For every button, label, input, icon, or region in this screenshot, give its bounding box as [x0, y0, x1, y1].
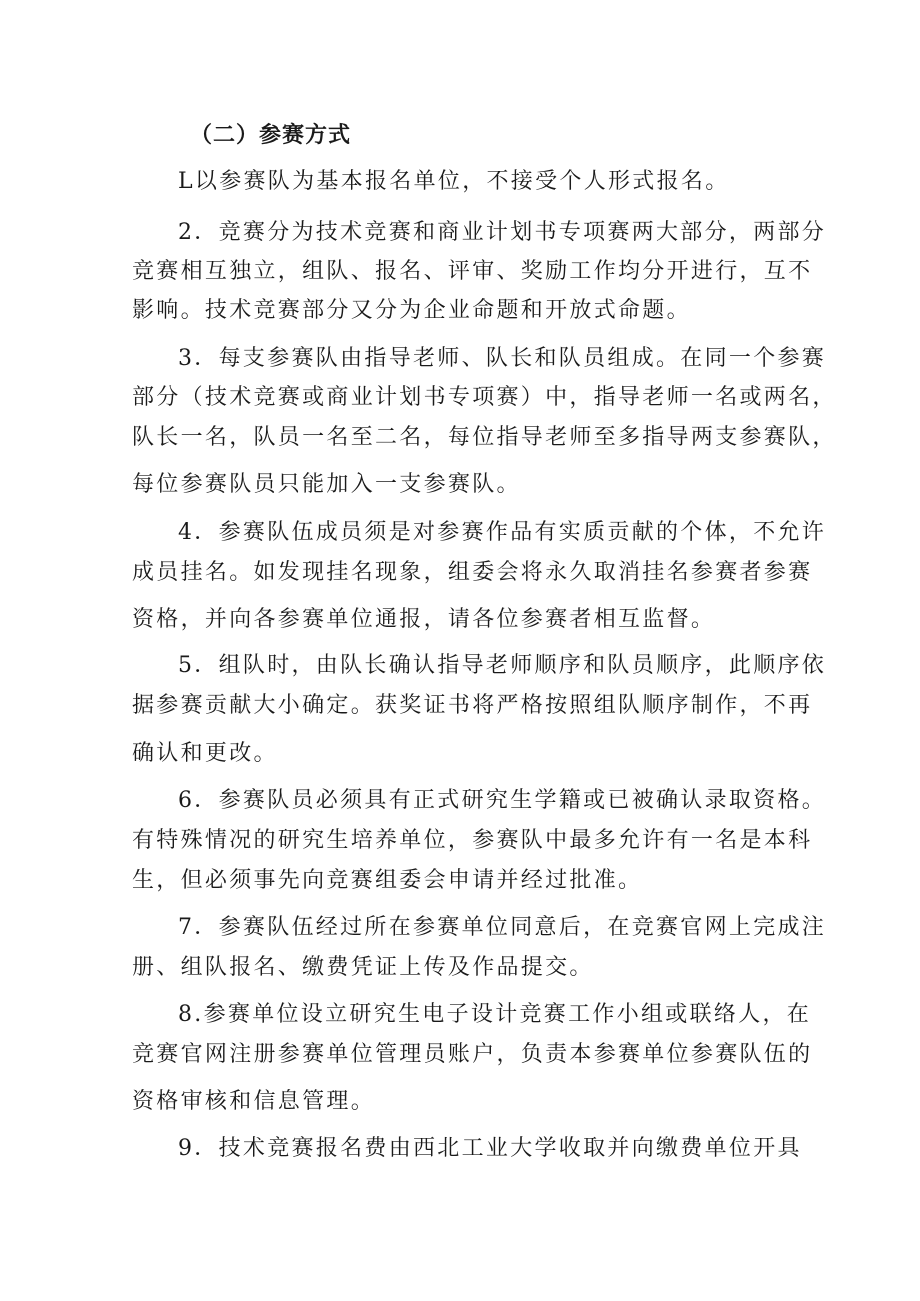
section-heading: （二）参赛方式 [190, 123, 352, 148]
paragraph-line: 册、组队报名、缴费凭证上传及作品提交。 [132, 955, 594, 980]
paragraph-line: 竞赛相互独立，组队、报名、评审、奖励工作均分开进行，互不 [132, 259, 813, 284]
paragraph-line: 竞赛官网注册参赛单位管理员账户，负责本参赛单位参赛队伍的 [132, 1042, 813, 1067]
paragraph-line: 8.参赛单位设立研究生电子设计竞赛工作小组或联络人，在 [178, 1002, 812, 1027]
paragraph-line: 生，但必须事先向竞赛组委会申请并经过批准。 [132, 868, 643, 893]
paragraph-line: 9．技术竞赛报名费由西北工业大学收取并向缴费单位开具 [178, 1136, 802, 1161]
paragraph-line: 确认和更改。 [132, 741, 278, 766]
paragraph-line: 影响。技术竞赛部分又分为企业命题和开放式命题。 [132, 298, 691, 323]
paragraph-line: 据参赛贡献大小确定。获奖证书将严格按照组队顺序制作，不再 [132, 693, 813, 718]
paragraph-line: 6．参赛队员必须具有正式研究生学籍或已被确认录取资格。 [178, 788, 827, 813]
paragraph-line: 有特殊情况的研究生培养单位，参赛队中最多允许有一名是本科 [132, 828, 813, 853]
paragraph-line: 5．组队时，由队长确认指导老师顺序和队员顺序，此顺序依 [178, 653, 827, 678]
paragraph-line: 资格，并向各参赛单位通报，请各位参赛者相互监督。 [132, 607, 716, 632]
paragraph-line: 成员挂名。如发现挂名现象，组委会将永久取消挂名参赛者参赛 [132, 560, 813, 585]
paragraph-line: 4．参赛队伍成员须是对参赛作品有实质贡献的个体，不允许 [178, 520, 827, 545]
paragraph-line: L以参赛队为基本报名单位，不接受个人形式报名。 [178, 169, 730, 194]
paragraph-line: 资格审核和信息管理。 [132, 1089, 376, 1114]
paragraph-line: 队长一名，队员一名至二名，每位指导老师至多指导两支参赛队， [132, 425, 837, 450]
paragraph-line: 3．每支参赛队由指导老师、队长和队员组成。在同一个参赛 [178, 346, 827, 371]
paragraph-line: 7．参赛队伍经过所在参赛单位同意后，在竞赛官网上完成注 [178, 915, 827, 940]
paragraph-line: 部分（技术竞赛或商业计划书专项赛）中，指导老师一名或两名， [132, 385, 837, 410]
paragraph-line: 2．竞赛分为技术竞赛和商业计划书专项赛两大部分，两部分 [178, 220, 827, 245]
paragraph-line: 每位参赛队员只能加入一支参赛队。 [132, 472, 521, 497]
